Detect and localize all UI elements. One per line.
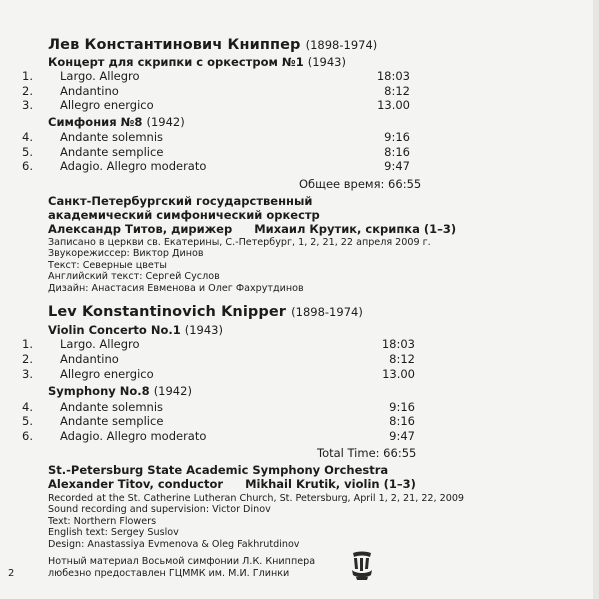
movement-number: 5. [22,145,33,159]
ru-work2-heading [48,115,185,129]
en-movement-4 [22,400,163,414]
ru-work1-heading [48,55,346,69]
movement-number: 6. [22,159,33,173]
ru-work2-year: (1942) [146,115,185,129]
ru-work1-title: Концерт для скрипки с оркестром №1 [48,55,304,69]
note-line: Нотный материал Восьмой симфонии Л.К. Книппера [48,556,316,567]
credit-line: Записано в церкви св. Екатерины, С.-Петербург, 1, 2, 21, 22 апреля 2009 г. [48,237,431,248]
movement-duration: 13.00 [382,367,415,381]
en-ensemble: St.-Petersburg State Academic Symphony Orchestra [48,463,389,477]
movement-number: 2. [22,352,33,366]
en-work1-year: (1943) [184,323,223,337]
credit-line: Text: Northern Flowers [48,515,157,527]
credit-line: Recorded at the St. Catherine Lutheran Church, St. Petersburg, April 1, 2, 21, 22, 2009 [48,493,465,504]
en-movement-6 [22,429,206,443]
en-ensemble-block [48,463,416,491]
movement-title: Andantino [60,84,119,98]
movement-duration: 9:16 [389,400,415,414]
credit-line: Design: Anastassiya Evmenova & Oleg Fakhrutdinov [48,538,300,550]
ru-movement-4 [22,130,163,144]
movement-title: Andante semplice [60,145,164,159]
ru-conductor: Александр Титов, дирижер [48,222,233,236]
movement-duration: 9:16 [384,130,410,144]
ru-credits [48,237,431,294]
en-movement-5 [22,414,163,428]
en-work2-title: Symphony No.8 [48,384,150,398]
en-composer-heading [48,301,363,320]
movement-duration: 8:12 [389,352,415,366]
movement-title: Andantino [60,352,119,366]
movement-number: 1. [22,69,33,83]
movement-title: Largo. Allegro [60,69,140,83]
ru-composer-name: Лев Константинович Книппер [48,37,301,53]
credit-line: Английский текст: Сергей Суслов [48,271,220,283]
ru-ensemble-block [48,194,456,236]
ru-work1-year: (1943) [307,55,346,69]
credit-line: English text: Sergey Suslov [48,527,179,539]
score-credit-note [48,556,315,579]
movement-number: 6. [22,429,33,443]
page-edge [593,0,599,599]
movement-title: Andante semplice [60,414,164,428]
ru-ensemble-line1: Санкт-Петербургский государственный [48,194,313,208]
page-number: 2 [8,568,15,579]
movement-duration: 18:03 [376,69,410,83]
en-work2-heading [48,384,192,398]
movement-duration: 18:03 [381,337,415,351]
en-soloist: Mikhail Krutik, violin (1–3) [245,477,416,491]
ru-composer-heading [48,34,377,53]
ru-movement-6 [22,159,206,173]
credit-line: Звукорежиссер: Виктор Динов [48,248,204,260]
movement-title: Adagio. Allegro moderato [60,429,207,443]
en-total-time: Total Time: 66:55 [317,446,417,460]
movement-number: 4. [22,130,33,144]
movement-title: Allegro energico [60,367,154,381]
movement-duration: 9:47 [389,429,415,443]
movement-title: Allegro energico [60,98,154,112]
credit-line: Текст: Северные цветы [48,259,167,271]
ru-soloist: Михаил Крутик, скрипка (1–3) [254,222,457,236]
en-work2-year: (1942) [153,384,192,398]
ru-composer-years: (1898-1974) [305,38,378,52]
movement-title: Largo. Allegro [60,337,140,351]
movement-duration: 8:16 [384,145,410,159]
movement-duration: 9:47 [384,159,410,173]
en-work1-title: Violin Concerto No.1 [48,323,181,337]
movement-number: 1. [22,337,33,351]
credit-line: Sound recording and supervision: Victor Dinov [48,504,271,516]
en-movement-1 [22,337,140,351]
ru-movement-2 [22,84,119,98]
note-line: любезно предоставлен ГЦММК им. М.И. Глинки [48,567,290,579]
credit-line: Дизайн: Анастасия Евменова и Олег Фахрутдинов [48,282,304,294]
en-composer-name: Lev Konstantinovich Knipper [48,304,287,320]
movement-duration: 8:16 [389,414,415,428]
ru-movement-3 [22,98,154,112]
movement-title: Adagio. Allegro moderato [60,159,207,173]
en-credits [48,493,464,550]
ru-movement-5 [22,145,163,159]
ru-work2-title: Симфония №8 [48,115,143,129]
en-work1-heading [48,323,223,337]
movement-number: 3. [22,98,33,112]
movement-title: Andante solemnis [60,400,164,414]
en-conductor: Alexander Titov, conductor [48,477,224,491]
movement-number: 2. [22,84,33,98]
movement-number: 3. [22,367,33,381]
movement-title: Andante solemnis [60,130,164,144]
movement-number: 5. [22,414,33,428]
en-movement-3 [22,367,154,381]
ru-ensemble-line2: академический симфонический оркестр [48,208,320,222]
ru-movement-1 [22,69,140,83]
movement-duration: 8:12 [384,84,410,98]
movement-number: 4. [22,400,33,414]
ru-total-time: Общее время: 66:55 [299,177,422,191]
glinka-museum-logo-icon [350,551,374,581]
en-composer-years: (1898-1974) [291,305,363,319]
en-movement-2 [22,352,119,366]
movement-duration: 13.00 [377,98,410,112]
